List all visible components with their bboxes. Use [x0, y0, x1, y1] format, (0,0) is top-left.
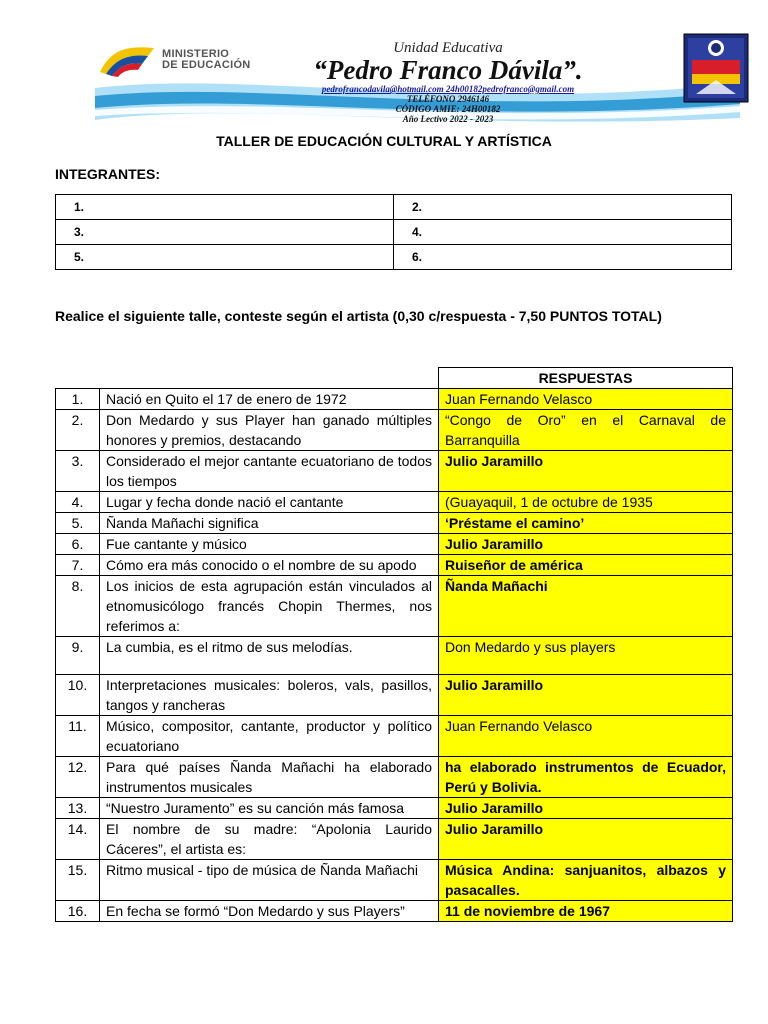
school-type: Unidad Educativa	[393, 40, 503, 56]
question-number: 3.	[56, 451, 100, 492]
school-phone: TELÉFONO 2946146	[406, 94, 490, 104]
question-number: 1.	[56, 389, 100, 410]
question-text: Los inicios de esta agrupación están vinculados al etnomusicólogo francés Chopin Thermes, nos referimos a:	[100, 576, 439, 637]
table-row	[56, 757, 733, 798]
question-number: 12.	[56, 757, 100, 798]
question-number: 13.	[56, 798, 100, 819]
question-text: Nació en Quito el 17 de enero de 1972	[100, 389, 439, 410]
answer-cell[interactable]: Juan Fernando Velasco	[439, 389, 733, 410]
table-row	[56, 513, 733, 534]
members-table	[55, 194, 732, 270]
school-year: Año Lectivo 2022 - 2023	[402, 114, 494, 124]
answer-cell[interactable]: Julio Jaramillo	[439, 675, 733, 716]
page-title: TALLER DE EDUCACIÓN CULTURAL Y ARTÍSTICA	[216, 133, 552, 149]
question-number: 5.	[56, 513, 100, 534]
table-row	[56, 798, 733, 819]
questions-table	[55, 367, 733, 922]
question-number: 11.	[56, 716, 100, 757]
answer-cell[interactable]: Julio Jaramillo	[439, 798, 733, 819]
question-text: Don Medardo y sus Player han ganado múltiples honores y premios, destacando	[100, 410, 439, 451]
question-text: Lugar y fecha donde nació el cantante	[100, 492, 439, 513]
answer-cell[interactable]: Juan Fernando Velasco	[439, 716, 733, 757]
table-row	[56, 410, 733, 451]
table-row	[56, 576, 733, 637]
school-emails[interactable]: pedrofrancodavila@hotmail.com 24h00182pedrofranco@gmail.com	[321, 84, 575, 94]
letterhead	[0, 0, 768, 130]
responses-header: RESPUESTAS	[439, 368, 733, 389]
question-text: Para qué países Ñanda Mañachi ha elaborado instrumentos musicales	[100, 757, 439, 798]
member-slot[interactable]: 5.	[56, 245, 394, 270]
question-number: 7.	[56, 555, 100, 576]
ministry-line2: DE EDUCACIÓN	[162, 59, 251, 71]
question-text: Considerado el mejor cantante ecuatoriano de todos los tiempos	[100, 451, 439, 492]
table-row	[56, 555, 733, 576]
question-number: 8.	[56, 576, 100, 637]
member-slot[interactable]: 2.	[394, 195, 732, 220]
question-number: 10.	[56, 675, 100, 716]
header-spacer	[56, 368, 439, 389]
table-row	[56, 860, 733, 901]
member-slot[interactable]: 3.	[56, 220, 394, 245]
member-slot[interactable]: 4.	[394, 220, 732, 245]
question-text: El nombre de su madre: “Apolonia Laurido Cáceres”, el artista es:	[100, 819, 439, 860]
answer-cell[interactable]: Ruiseñor de américa	[439, 555, 733, 576]
table-row	[56, 637, 733, 675]
answer-cell[interactable]: (Guayaquil, 1 de octubre de 1935	[439, 492, 733, 513]
school-name: “Pedro Franco Dávila”.	[313, 55, 583, 85]
question-number: 2.	[56, 410, 100, 451]
answer-cell[interactable]: “Congo de Oro” en el Carnaval de Barranquilla	[439, 410, 733, 451]
table-row	[56, 534, 733, 555]
question-text: “Nuestro Juramento” es su canción más famosa	[100, 798, 439, 819]
member-slot[interactable]: 1.	[56, 195, 394, 220]
answer-cell[interactable]: Don Medardo y sus players	[439, 637, 733, 675]
school-crest-icon	[682, 32, 750, 104]
question-number: 16.	[56, 901, 100, 922]
question-number: 15.	[56, 860, 100, 901]
ministry-logo	[98, 42, 251, 78]
answer-cell[interactable]: Julio Jaramillo	[439, 819, 733, 860]
school-info	[280, 40, 616, 124]
table-row	[56, 716, 733, 757]
question-text: Ritmo musical - tipo de música de Ñanda Mañachi	[100, 860, 439, 901]
question-number: 6.	[56, 534, 100, 555]
question-text: Fue cantante y músico	[100, 534, 439, 555]
ministry-line1: MINISTERIO	[162, 48, 230, 60]
table-row	[56, 901, 733, 922]
school-amie-code: CÓDIGO AMIE: 24H00182	[395, 104, 501, 114]
answer-cell[interactable]: Julio Jaramillo	[439, 451, 733, 492]
answer-cell[interactable]: ‘Préstame el camino’	[439, 513, 733, 534]
question-text: Músico, compositor, cantante, productor y político ecuatoriano	[100, 716, 439, 757]
question-text: Interpretaciones musicales: boleros, vals, pasillos, tangos y rancheras	[100, 675, 439, 716]
answer-cell[interactable]: 11 de noviembre de 1967	[439, 901, 733, 922]
instructions: Realice el siguiente talle, conteste según el artista (0,30 c/respuesta - 7,50 PUNTOS TOTAL)	[55, 308, 662, 324]
question-number: 14.	[56, 819, 100, 860]
answer-cell[interactable]: Música Andina: sanjuanitos, albazos y pasacalles.	[439, 860, 733, 901]
table-row	[56, 492, 733, 513]
answer-cell[interactable]: Julio Jaramillo	[439, 534, 733, 555]
answer-cell[interactable]: ha elaborado instrumentos de Ecuador, Perú y Bolivia.	[439, 757, 733, 798]
question-text: En fecha se formó “Don Medardo y sus Players”	[100, 901, 439, 922]
table-row	[56, 675, 733, 716]
ecuador-flag-icon	[98, 42, 156, 78]
answer-cell[interactable]: Ñanda Mañachi	[439, 576, 733, 637]
question-number: 4.	[56, 492, 100, 513]
question-number: 9.	[56, 637, 100, 675]
table-row	[56, 451, 733, 492]
members-label: INTEGRANTES:	[55, 166, 160, 182]
question-text: La cumbia, es el ritmo de sus melodías.	[100, 637, 439, 675]
table-row	[56, 819, 733, 860]
member-slot[interactable]: 6.	[394, 245, 732, 270]
question-text: Ñanda Mañachi significa	[100, 513, 439, 534]
table-row	[56, 389, 733, 410]
question-text: Cómo era más conocido o el nombre de su apodo	[100, 555, 439, 576]
